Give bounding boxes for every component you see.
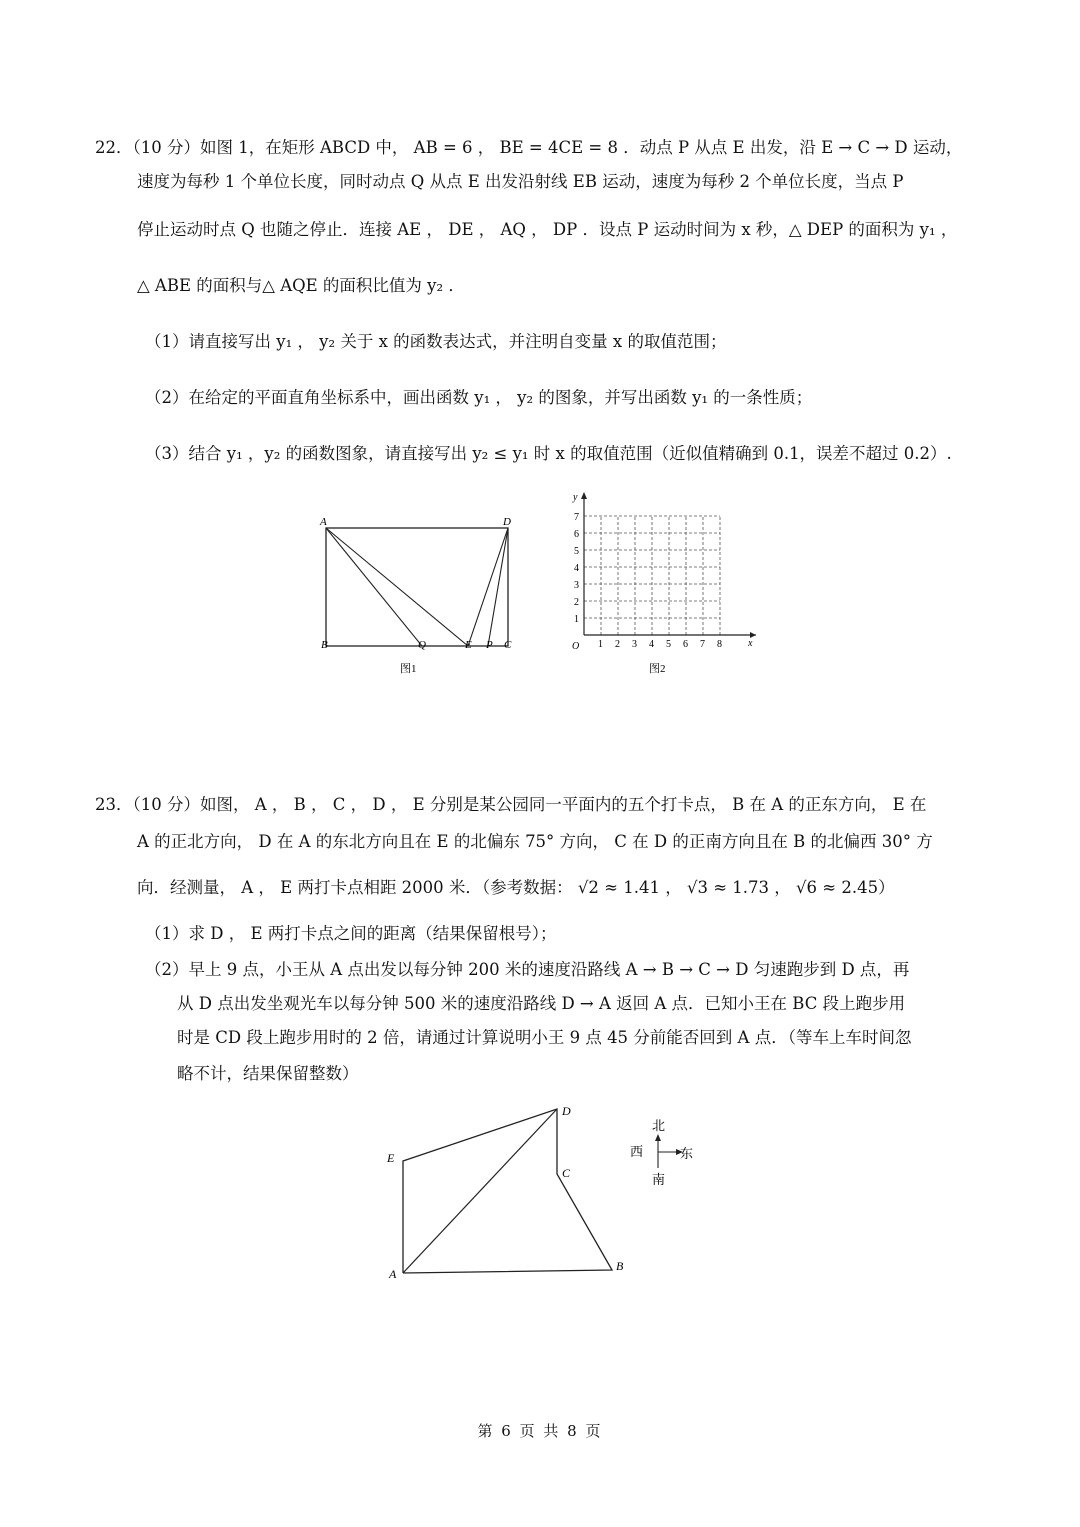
y-tick-label: 5 [574,546,579,557]
x-tick-label: 1 [598,639,603,650]
label-q: Q [418,639,426,651]
q22-sub2: （2）在给定的平面直角坐标系中，画出函数 y₁ ， y₂ 的图象，并写出函数 y₁ 的一条性质； [145,388,813,407]
y-tick-label: 4 [574,563,579,574]
north-arrow [655,1134,661,1141]
q22-line-4: △ ABE 的面积与△ AQE 的面积比值为 y₂ ． [137,276,465,295]
figure-2-caption: 图2 [649,663,666,675]
y-tick-label: 6 [574,529,579,540]
q23-sub2-line-3: 时是 CD 段上跑步用时的 2 倍，请通过计算说明小王 9 点 45 分前能否回到 A 点．（等车上车时间忽 [177,1028,912,1047]
label-a: A [389,1267,397,1281]
y-axis-arrow [581,492,587,499]
q23-line-2: A 的正北方向， D 在 A 的东北方向且在 E 的北偏东 75° 方向， C 在 D 的正南方向且在 B 的北偏西 30° 方 [137,832,933,851]
y-tick-label: 3 [574,580,579,591]
x-tick-label: 4 [649,639,654,650]
x-tick-label: 6 [683,639,688,650]
q23-sub2-line-1: （2）早上 9 点，小王从 A 点出发以每分钟 200 米的速度沿路线 A → B → C → D 匀速跑步到 D 点，再 [145,960,910,979]
label-e: E [465,639,472,651]
figure-q23 [380,1098,710,1283]
label-b: B [321,639,328,651]
compass-east: 东 [680,1146,694,1161]
label-b: B [616,1259,624,1273]
compass [630,1118,693,1187]
x-tick-label: 8 [717,639,722,650]
segment-de [468,528,508,646]
x-axis-label: x [748,638,753,649]
q22-sub3: （3）结合 y₁ ，y₂ 的函数图象，请直接写出 y₂ ≤ y₁ 时 x 的取值范围（近似值精确到 0.1，误差不超过 0.2）. [145,444,952,463]
q23-sub2-line-4: 略不计，结果保留整数） [177,1064,359,1083]
x-tick-label: 5 [666,639,671,650]
x-tick-label: 7 [700,639,705,650]
segment-ad [403,1109,557,1273]
page-footer: 第 6 页 共 8 页 [477,1422,603,1440]
y-axis-label: y [573,492,578,503]
label-e: E [387,1151,395,1165]
label-a: A [320,516,327,528]
grid-lines [584,516,720,635]
q22-line-1: 22．（10 分）如图 1，在矩形 ABCD 中， AB = 6 ， BE = 4CE = 8 ．动点 P 从点 E 出发，沿 E → C → D 运动， [95,138,963,157]
compass-west: 西 [630,1144,644,1159]
label-d: D [562,1104,571,1118]
rectangle-abcd [326,528,508,646]
y-tick-label: 7 [574,512,579,523]
figure-2 [566,488,766,680]
origin-label: O [572,641,580,652]
q23-line-3: 向．经测量， A ， E 两打卡点相距 2000 米．（参考数据： √2 ≈ 1.41 ， √3 ≈ 1.73 ， √6 ≈ 2.45） [137,878,895,897]
figure-1-caption: 图1 [400,663,417,675]
label-c: C [562,1166,571,1180]
segment-dp [488,528,508,646]
figure-1 [312,508,527,678]
x-tick-label: 3 [632,639,637,650]
y-tick-label: 2 [574,597,579,608]
path-aedcb [403,1109,612,1273]
compass-north: 北 [652,1118,666,1133]
segment-aq [326,528,422,646]
label-d: D [503,516,511,528]
y-tick-label: 1 [574,614,579,625]
q23-sub2-line-2: 从 D 点出发坐观光车以每分钟 500 米的速度沿路线 D → A 返回 A 点．已知小王在 BC 段上跑步用 [177,994,906,1013]
segment-ae [326,528,468,646]
label-p: P [486,639,493,651]
label-c: C [504,639,512,651]
q23-sub1: （1）求 D ， E 两打卡点之间的距离（结果保留根号）； [145,924,557,943]
q22-line-2: 速度为每秒 1 个单位长度，同时动点 Q 从点 E 出发沿射线 EB 运动，速度为每秒 2 个单位长度，当点 P [137,172,904,191]
q23-line-1: 23．（10 分）如图， A ， B ， C ， D ， E 分别是某公园同一平面内的五个打卡点， B 在 A 的正东方向， E 在 [95,795,927,814]
x-tick-label: 2 [615,639,620,650]
q22-line-3: 停止运动时点 Q 也随之停止．连接 AE ， DE ， AQ ， DP ．设点 P 运动时间为 x 秒，△ DEP 的面积为 y₁ ， [137,220,958,239]
q22-sub1: （1）请直接写出 y₁ ， y₂ 关于 x 的函数表达式，并注明自变量 x 的取值范围； [145,332,727,351]
compass-south: 南 [652,1172,666,1187]
